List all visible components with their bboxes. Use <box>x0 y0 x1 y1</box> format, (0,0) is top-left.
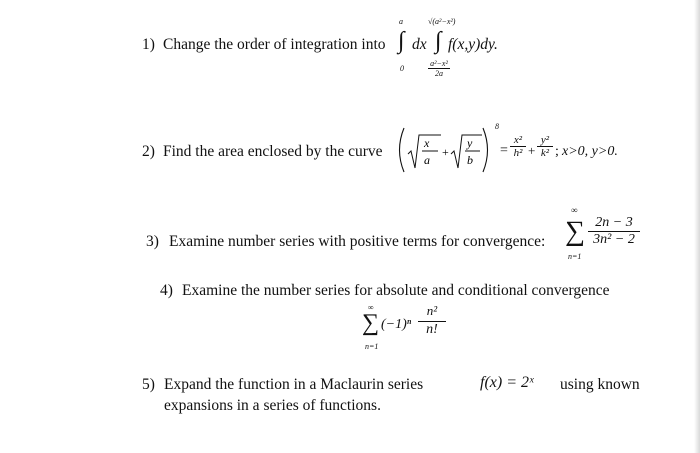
svg-text:a: a <box>424 153 430 167</box>
outer-upper-limit: a <box>399 17 403 26</box>
problem-2-text: Find the area enclosed by the curve <box>163 143 383 160</box>
series4-denominator: n! <box>426 322 438 337</box>
area-condition: x>0, y>0. <box>562 144 618 159</box>
function-expression: f(x) = 2ˣ <box>480 374 534 391</box>
alternating-term: (−1)ⁿ <box>381 317 412 332</box>
rhs-term-2-num: y² <box>540 134 550 146</box>
sum4-upper-limit: ∞ <box>368 303 374 312</box>
svg-text:b: b <box>467 153 473 167</box>
photo-edge-shadow <box>694 0 700 453</box>
plus-sign: + <box>528 143 536 158</box>
problem-5-number: 5) <box>142 376 155 393</box>
svg-text:x: x <box>424 136 430 150</box>
rhs-term-1 <box>510 134 526 159</box>
series-denominator: 3n² − 2 <box>593 232 635 247</box>
integrand: f(x,y)dy. <box>448 36 498 53</box>
inner-lower-limit <box>426 59 452 78</box>
svg-text:+: + <box>442 145 449 159</box>
semicolon: ; <box>555 144 559 159</box>
inner-lower-numerator: a²−x² <box>430 59 448 68</box>
series-term-fraction <box>588 215 640 248</box>
problem-5-text-line2: expansions in a series of functions. <box>164 397 381 414</box>
sum-upper-limit: ∞ <box>571 205 578 215</box>
sum-lower-limit: n=1 <box>568 252 582 261</box>
dx-term: dx <box>412 36 427 53</box>
problem-1-text: Change the order of integration into <box>163 36 386 53</box>
rhs-term-2-den: k² <box>540 147 550 159</box>
series4-numerator: n² <box>426 303 438 318</box>
problem-3-text: Examine number series with positive terms for convergence: <box>169 233 546 250</box>
problem-5-text-line1-end: using known <box>560 376 640 393</box>
sigma-symbol: ∑ <box>362 310 380 336</box>
equals-sign: = <box>500 143 508 158</box>
rhs-term-2 <box>537 134 553 159</box>
rhs-term-1-num: x² <box>513 134 523 146</box>
series4-fraction <box>418 303 446 338</box>
outer-integral-sign: ∫ <box>398 28 405 54</box>
sum4-lower-limit: n=1 <box>365 342 379 351</box>
problem-3-number: 3) <box>146 233 159 250</box>
svg-text:y: y <box>467 136 473 150</box>
inner-integral-sign: ∫ <box>435 28 442 54</box>
problem-2-number: 2) <box>142 143 155 160</box>
outer-lower-limit: 0 <box>400 64 404 73</box>
problem-4-text: Examine the number series for absolute and conditional convergence <box>182 282 610 299</box>
inner-upper-limit: √(a²−x²) <box>428 17 456 26</box>
lhs-exponent: 8 <box>495 122 499 131</box>
problem-5-text-line1: Expand the function in a Maclaurin series <box>164 376 424 393</box>
curve-expression-lhs <box>394 124 494 176</box>
rhs-term-1-den: h² <box>513 147 523 159</box>
problem-4-number: 4) <box>160 282 173 299</box>
problem-1-number: 1) <box>142 36 155 53</box>
series-numerator: 2n − 3 <box>595 215 633 230</box>
sigma-symbol: ∑ <box>565 216 585 247</box>
inner-lower-denominator: 2a <box>435 69 443 78</box>
